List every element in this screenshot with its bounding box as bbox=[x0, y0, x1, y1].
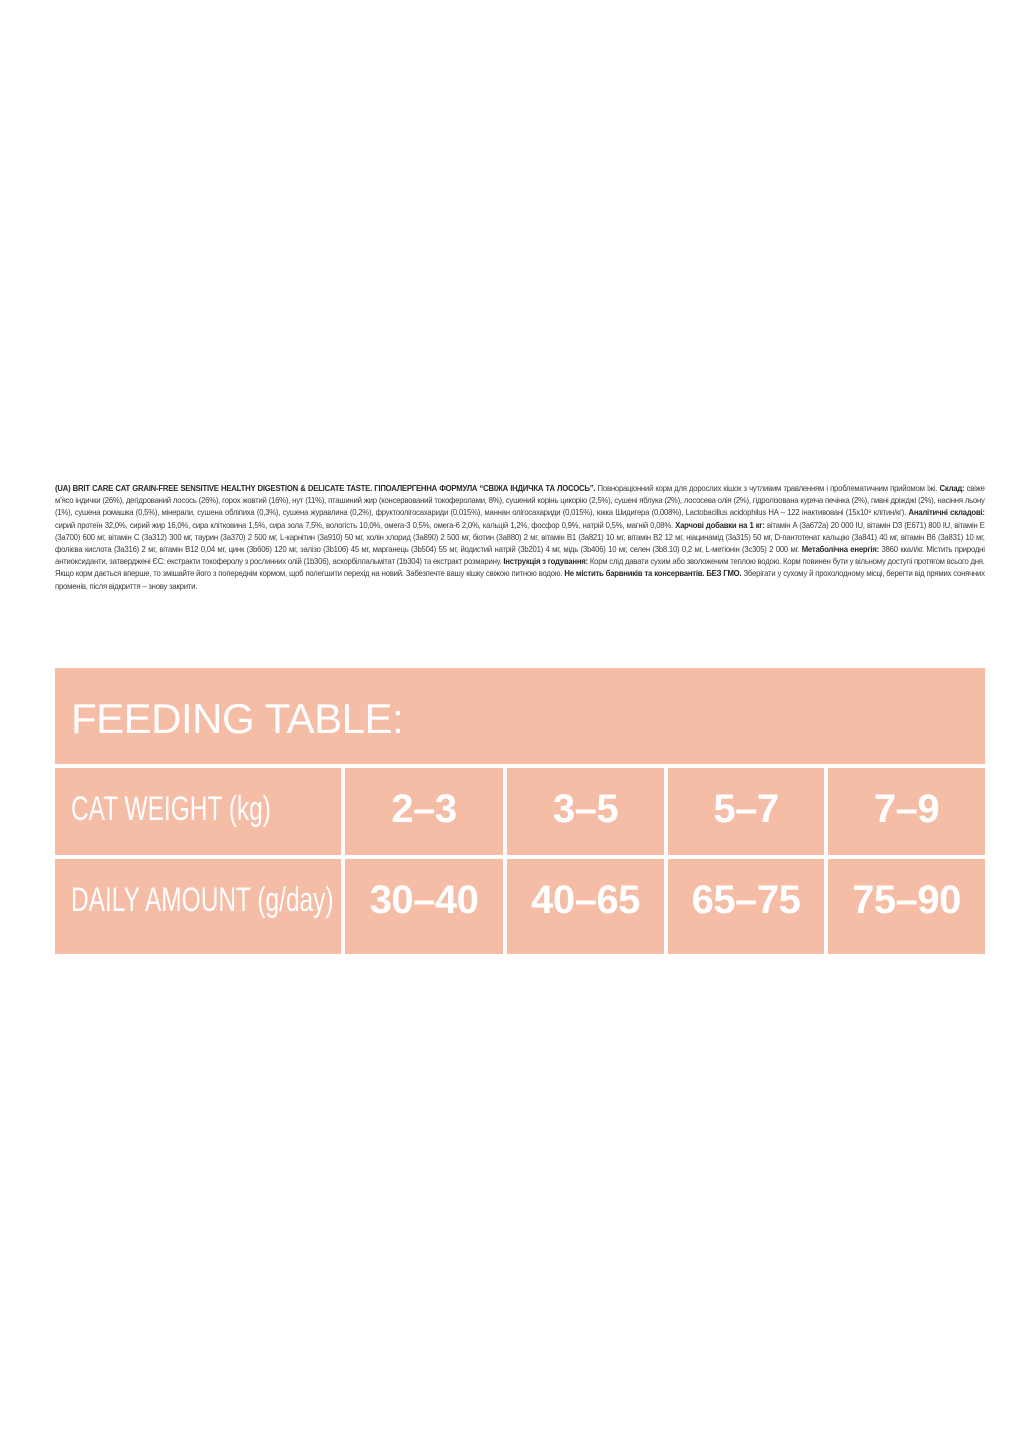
feeding-table bbox=[55, 668, 985, 954]
energy-label: Метаболічна енергія: bbox=[799, 544, 879, 555]
table-cell: 7–9 bbox=[873, 787, 940, 831]
additives-label: Харчові добавки на 1 кг: bbox=[672, 519, 765, 530]
table-cell: 30–40 bbox=[369, 878, 479, 922]
table-cell: 3–5 bbox=[552, 787, 619, 831]
table-divider bbox=[55, 855, 985, 859]
table-cell: 65–75 bbox=[691, 878, 801, 922]
energy-text: 3860 ккал/кг. Містить природні антиоксиданти, затверджені ЄС: екстракти токоферолу з рослинних олій (1b306), аскорбілпальмітат (1b304) та екстракт розмарину. bbox=[55, 544, 985, 567]
storage-text: Зберігати у сухому й прохолодному місці, берегти від прямих сонячних променів, після відкриття – знову закрити. bbox=[55, 568, 985, 591]
row-label-daily-amount: DAILY AMOUNT (g/day) bbox=[71, 881, 334, 919]
additives-text: вітамін A (3a672a) 20 000 IU, вітамін D3 (E671) 800 IU, вітамін E (3a700) 600 мг, вітамін C (3a312) 300 мг, таурин (3a370) 2 500 мг, L-карнітин (3a910) 50 мг, холін хлорид (3a890) 2 500 мг, біотин (3a880) 2 мг, вітамін B1 (3a821) 10 мг, вітамін B2 12 мг, ніацинамід (3a315) 50 мг, D-пантотенат кальцію (3a841) 40 мг, вітамін B6 (3a831) 10 мг, фолієва кислота (3a316) 2 мг, вітамін B12 0,04 мг, цинк (3b606) 120 мг, залізо (3b106) 45 мг, марганець (3b504) 55 мг, йодистий натрій (3b201) 4 мг, мідь (3b406) 10 мг, селен (3b8.10) 0,2 мг, L-метіонін (3c305) 2 000 мг. bbox=[55, 519, 985, 555]
analytical-text: сирий протеїн 32,0%, сирий жир 16,0%, сира клітковина 1,5%, сира зола 7,5%, вологість 10,0%, омега-3 0,5%, омега-6 2,0%, кальцій 1,2%, фосфор 0,9%, натрій 0,5%, магній 0,08%. bbox=[55, 519, 673, 530]
composition-text bbox=[55, 482, 985, 592]
ingredients-label: Склад: bbox=[937, 483, 965, 493]
table-cell: 2–3 bbox=[391, 787, 457, 831]
feeding-instructions-label: Інструкція з годування: bbox=[501, 556, 588, 567]
product-intro: (UA) BRIT CARE CAT GRAIN-FREE SENSITIVE HEALTHY DIGESTION & DELICATE TASTE. ГІПОАЛЕРГЕННА ФОРМУЛА “СВІЖА ІНДИЧКА ТА ЛОСОСЬ”. bbox=[55, 483, 596, 493]
row-label-cat-weight: CAT WEIGHT (kg) bbox=[71, 790, 271, 828]
feeding-table-title: FEEDING TABLE: bbox=[71, 695, 404, 742]
table-cell: 5–7 bbox=[713, 787, 779, 831]
analytical-label: Аналітичні складові: bbox=[906, 507, 985, 518]
feeding-instructions-text: Корм слід давати сухим або зволоженим теплою водою. Корм повинен бути у вільному доступі протягом всього дня. Якщо корм дається вперше, то змішайте його з попереднім кормом, щоб полегшити перехід на новий. Забезпечте вашу кішку свіжою питною водою. bbox=[55, 556, 985, 579]
table-divider bbox=[55, 764, 985, 768]
table-cell: 75–90 bbox=[852, 878, 961, 922]
product-description: Повнораціонний корм для дорослих кішок з чутливим травленням і проблематичним прийомом їжі. bbox=[595, 483, 938, 493]
table-cell: 40–65 bbox=[531, 878, 640, 922]
ingredients-text: свіже м’ясо індички (26%), дегідрований лосось (26%), горох жовтий (16%), нут (11%), пташиний жир (консервований токоферолами, 8%), сушений корінь цикорію (2,5%), сушені яблука (2%), лососева олія (2%), гідролізована куряча печінка (2%), пивні дріжджі (2%), насіння льону (1%), сушена ромашка (0,5%), мінерали, сушена обліпиха (0,3%), сушена журавлина (0,2%), фруктоолігосахариди (0,015%), маннан олігосахариди (0,015%), юкка Шидигера (0,008%), Lactobacillus acidophilus HA – 122 інактивовані (15x10⁹ клітин/кг). bbox=[55, 483, 985, 518]
no-additives-label: Не містить барвників та консервантів. БЕЗ ГМО. bbox=[562, 568, 742, 579]
